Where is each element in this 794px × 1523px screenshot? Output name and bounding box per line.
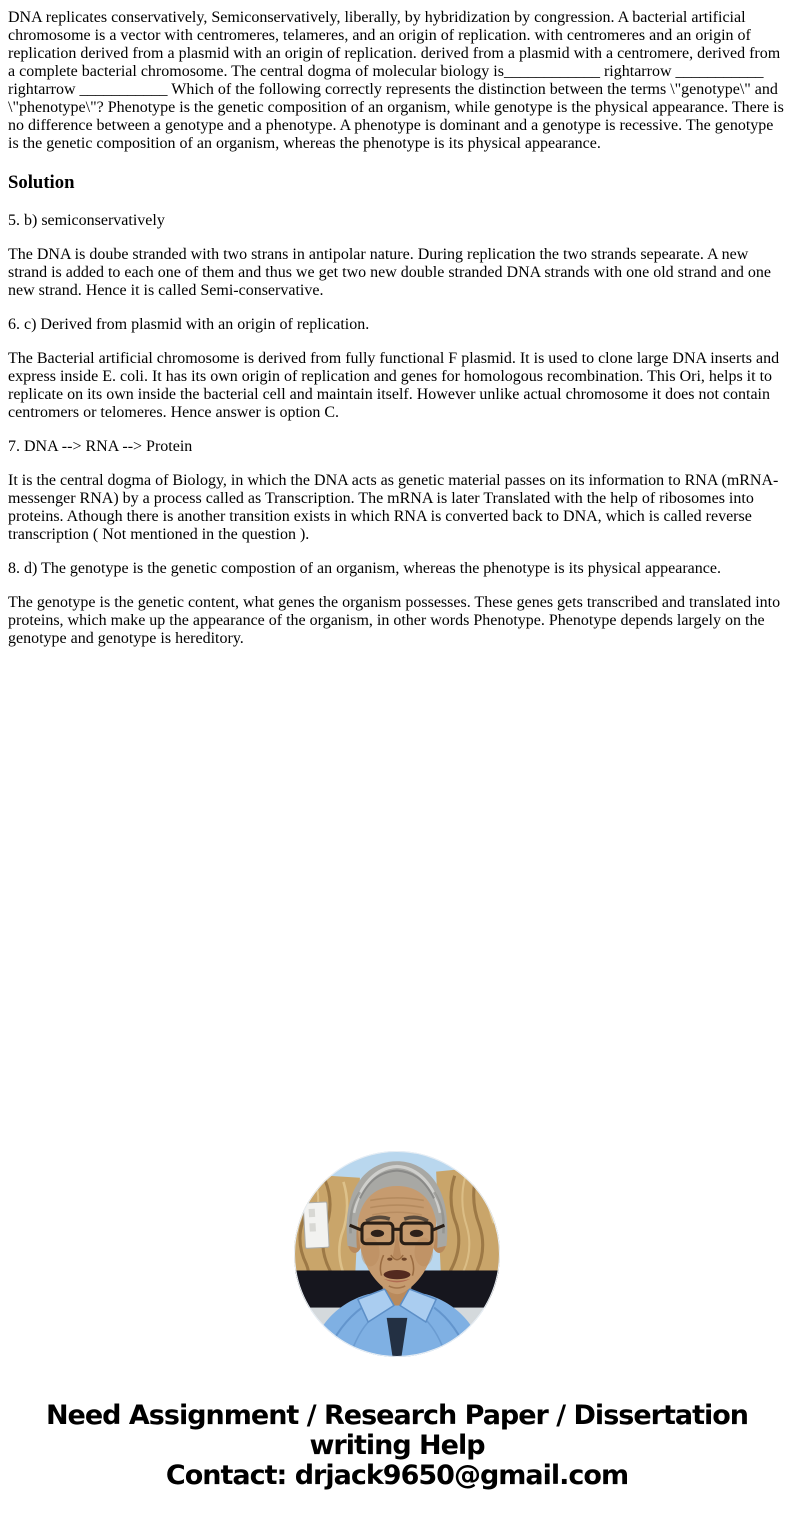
footer-heading-line1: Need Assignment / Research Paper / Dissertation	[45, 1400, 749, 1431]
answer-line-8: 8. d) The genotype is the genetic compostion of an organism, whereas the phenotype is its physical appearance.	[8, 560, 721, 577]
footer-contact-email: Contact: drjack9650@gmail.com	[165, 1460, 629, 1491]
solution-document	[0, 0, 794, 648]
tutor-avatar-image	[294, 1151, 500, 1357]
answer-explanation-8: The genotype is the genetic content, what genes the organism possesses. These genes gets transcribed and translated into proteins, which make up the appearance of the organism, in other words Phenotype. Phenotype depends largely on the genotype and genotype is hereditory.	[8, 594, 781, 647]
answer-line-6: 6. c) Derived from plasmid with an origin of replication.	[8, 316, 370, 333]
footer-heading-line2: writing Help	[309, 1430, 485, 1461]
question-text: DNA replicates conservatively, Semiconservatively, liberally, by hybridization by congression. A bacterial artificial chromosome is a vector with centromeres, telameres, and an origin of replication. with centromeres and an origin of replication derived from a plasmid with an origin of replication. derived from a plasmid with a centromere, derived from a complete bacterial chromosome. The central dogma of molecular biology is____________ rightarrow ___________ rightarrow ___________ Which of the following correctly represents the distinction between the terms \"genotype\" and \"phenotype\"? Phenotype is the genetic composition of an organism, while genotype is the physical appearance. There is no difference between a genotype and a phenotype. A phenotype is dominant and a genotype is recessive. The genotype is the genetic composition of an organism, whereas the phenotype is its physical appearance.	[8, 9, 784, 152]
answer-line-7: 7. DNA --> RNA --> Protein	[8, 438, 193, 455]
avatar-switchplate	[303, 1202, 329, 1248]
answer-explanation-7: It is the central dogma of Biology, in which the DNA acts as genetic material passes on its information to RNA (mRNA-messenger RNA) by a process called as Transcription. The mRNA is later Translated with the help of ribosomes into proteins. Athough there is another transition exists in which RNA is converted back to DNA, which is called reverse transcription ( Not mentioned in the question ).	[8, 472, 779, 543]
answer-explanation-5: The DNA is doube stranded with two strans in antipolar nature. During replication the two strands sepearate. A new strand is added to each one of them and thus we get two new double stranded DNA strands with one old strand and one new strand. Hence it is called Semi-conservative.	[8, 246, 771, 299]
footer-banner	[0, 1401, 794, 1491]
tutor-avatar	[294, 1151, 500, 1357]
solution-heading: Solution	[8, 172, 75, 193]
answer-line-5: 5. b) semiconservatively	[8, 212, 165, 229]
answer-explanation-6: The Bacterial artificial chromosome is derived from fully functional F plasmid. It is used to clone large DNA inserts and express inside E. coli. It has its own origin of replication and genes for homologous recombination. This Ori, helps it to replicate on its own inside the bacterial cell and maintain itself. However unlike actual chromosome it does not contain centromers or telomeres. Hence answer is option C.	[8, 350, 780, 421]
